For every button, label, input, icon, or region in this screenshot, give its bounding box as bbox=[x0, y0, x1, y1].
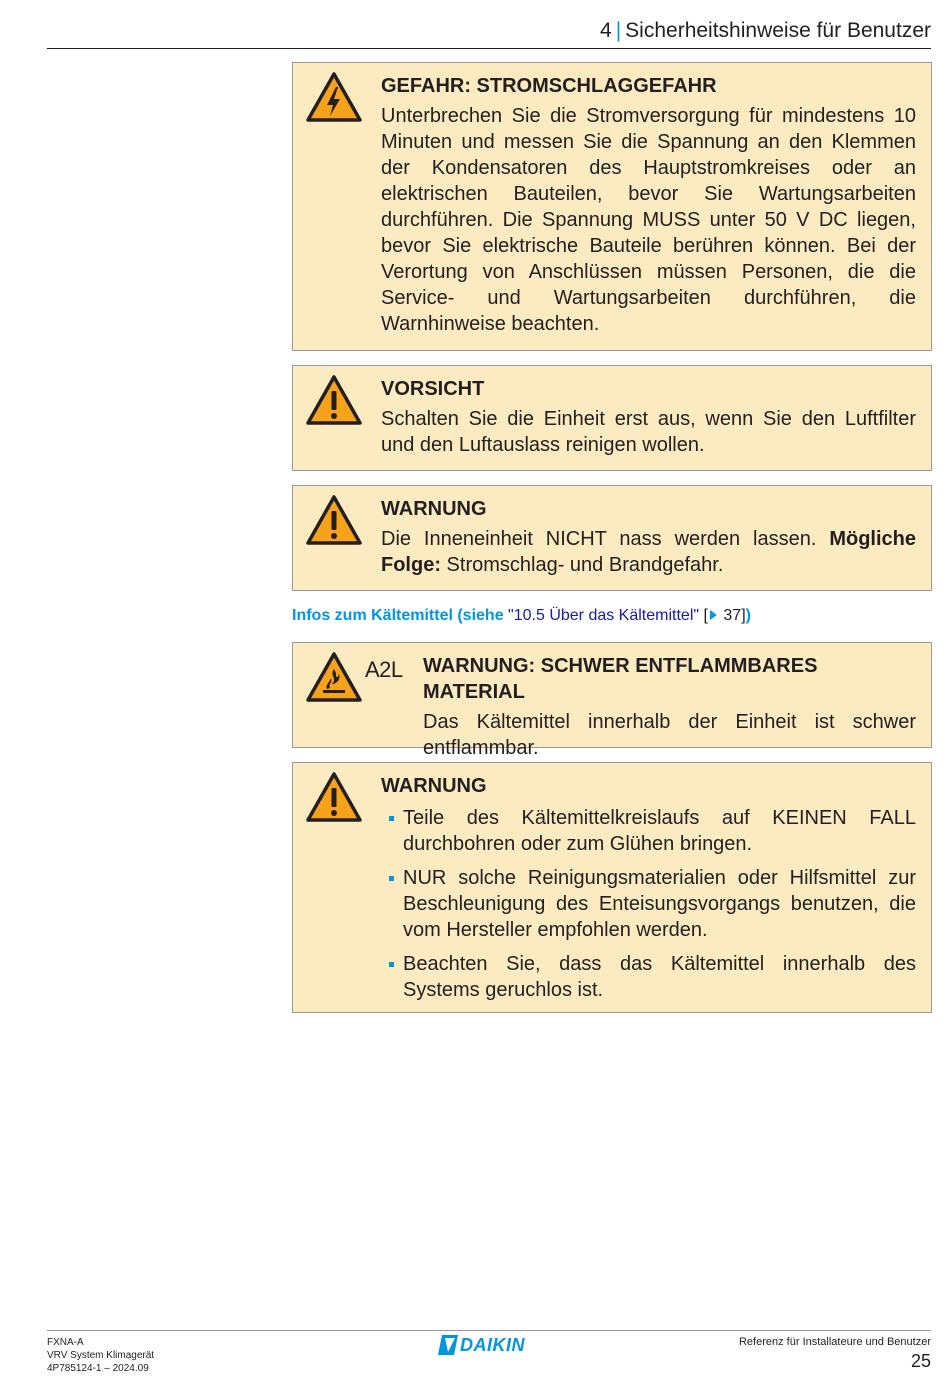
electric-shock-warning-icon bbox=[305, 71, 363, 123]
bullet-icon bbox=[389, 816, 394, 821]
footer-reference: Referenz für Installateure und Benutzer bbox=[738, 1336, 931, 1348]
warning-box-water bbox=[292, 485, 932, 591]
daikin-logo-icon bbox=[438, 1335, 458, 1355]
info-prefix: Infos zum Kältemittel (siehe bbox=[292, 607, 509, 624]
refrigerant-warning-list bbox=[381, 805, 916, 1003]
warning-box-flammable bbox=[292, 642, 932, 759]
page-ref-number[interactable]: 37] bbox=[718, 607, 746, 624]
bullet-icon bbox=[389, 876, 394, 881]
footer-product-info bbox=[47, 1336, 154, 1375]
footer-model: FXNA-A bbox=[47, 1337, 84, 1348]
refrigerant-warning-title: WARNUNG bbox=[381, 775, 487, 797]
list-item bbox=[381, 951, 916, 1003]
danger-text: Unterbrechen Sie die Stromversorgung für mindestens 10 Minuten und messen Sie die Spannung an den Klemmen der Kondensatoren des Hauptstromkreises oder an elektrischen Bauteilen, bevor Sie Wartungsarbeiten durchführen. Die Spannung MUSS unter 50 V DC liegen, bevor Sie elektrische Bauteile berühren können. Bei der Verortung von Anschlüssen müssen Personen, die die Service- und Wartungsarbeiten durchführen, die Warnhinweise beachten. bbox=[381, 105, 916, 335]
footer-doc-id: 4P785124-1 – 2024.09 bbox=[47, 1363, 149, 1374]
daikin-logo-text: DAIKIN bbox=[460, 1334, 525, 1355]
refrigerant-section-link[interactable]: "10.5 Über das Kältemittel" bbox=[508, 607, 700, 624]
warning-exclamation-icon bbox=[305, 494, 363, 546]
list-item-text: NUR solche Reinigungsmaterialien oder Hilfsmittel zur Beschleunigung des Enteisungsvorgangs benutzen, die vom Hersteller empfohlen werden. bbox=[403, 867, 916, 941]
flammable-text: Das Kältemittel innerhalb der Einheit ist schwer entflammbar. bbox=[423, 711, 916, 759]
danger-title: GEFAHR: STROMSCHLAGGEFAHR bbox=[381, 75, 717, 97]
list-item-text: Beachten Sie, dass das Kältemittel innerhalb des Systems geruchlos ist. bbox=[403, 953, 916, 1001]
danger-box-electric-shock bbox=[292, 62, 932, 351]
warning-exclamation-icon bbox=[305, 771, 363, 823]
warning-box-refrigerant bbox=[292, 762, 932, 1013]
warning-text-main: Die Inneneinheit NICHT nass werden lassen. bbox=[381, 528, 830, 550]
flammable-material-icon bbox=[305, 651, 363, 703]
warning-text bbox=[381, 526, 916, 578]
caution-title: VORSICHT bbox=[381, 378, 485, 400]
a2l-badge: A2L bbox=[365, 657, 403, 682]
header-separator: | bbox=[615, 19, 622, 42]
page-header bbox=[47, 18, 931, 49]
page-arrow-icon bbox=[710, 610, 717, 620]
refrigerant-info-reference bbox=[292, 606, 751, 626]
chapter-title: Sicherheitshinweise für Benutzer bbox=[625, 19, 931, 42]
footer-divider bbox=[47, 1330, 931, 1331]
list-item bbox=[381, 865, 916, 943]
chapter-number: 4 bbox=[600, 19, 612, 42]
caution-exclamation-icon bbox=[305, 374, 363, 426]
flammable-title: WARNUNG: SCHWER ENTFLAMMBARES MATERIAL bbox=[423, 655, 818, 703]
info-suffix: ) bbox=[745, 607, 751, 624]
list-item-text: Teile des Kältemittelkreislaufs auf KEINEN FALL durchbohren oder zum Glühen bringen. bbox=[403, 807, 916, 855]
page-ref-open: [ bbox=[699, 607, 708, 624]
footer-product: VRV System Klimagerät bbox=[47, 1350, 155, 1361]
warning-title: WARNUNG bbox=[381, 498, 487, 520]
bullet-icon bbox=[389, 962, 394, 967]
caution-text: Schalten Sie die Einheit erst aus, wenn Sie den Luftfilter und den Luftauslass reinigen wollen. bbox=[381, 408, 916, 456]
warning-text-consequence: Stromschlag- und Brandgefahr. bbox=[441, 554, 724, 576]
daikin-logo bbox=[438, 1334, 525, 1356]
warning-text-consequence-label: Mögliche Folge: bbox=[381, 528, 916, 576]
page-number: 25 bbox=[910, 1351, 931, 1371]
list-item bbox=[381, 805, 916, 857]
caution-box bbox=[292, 365, 932, 471]
